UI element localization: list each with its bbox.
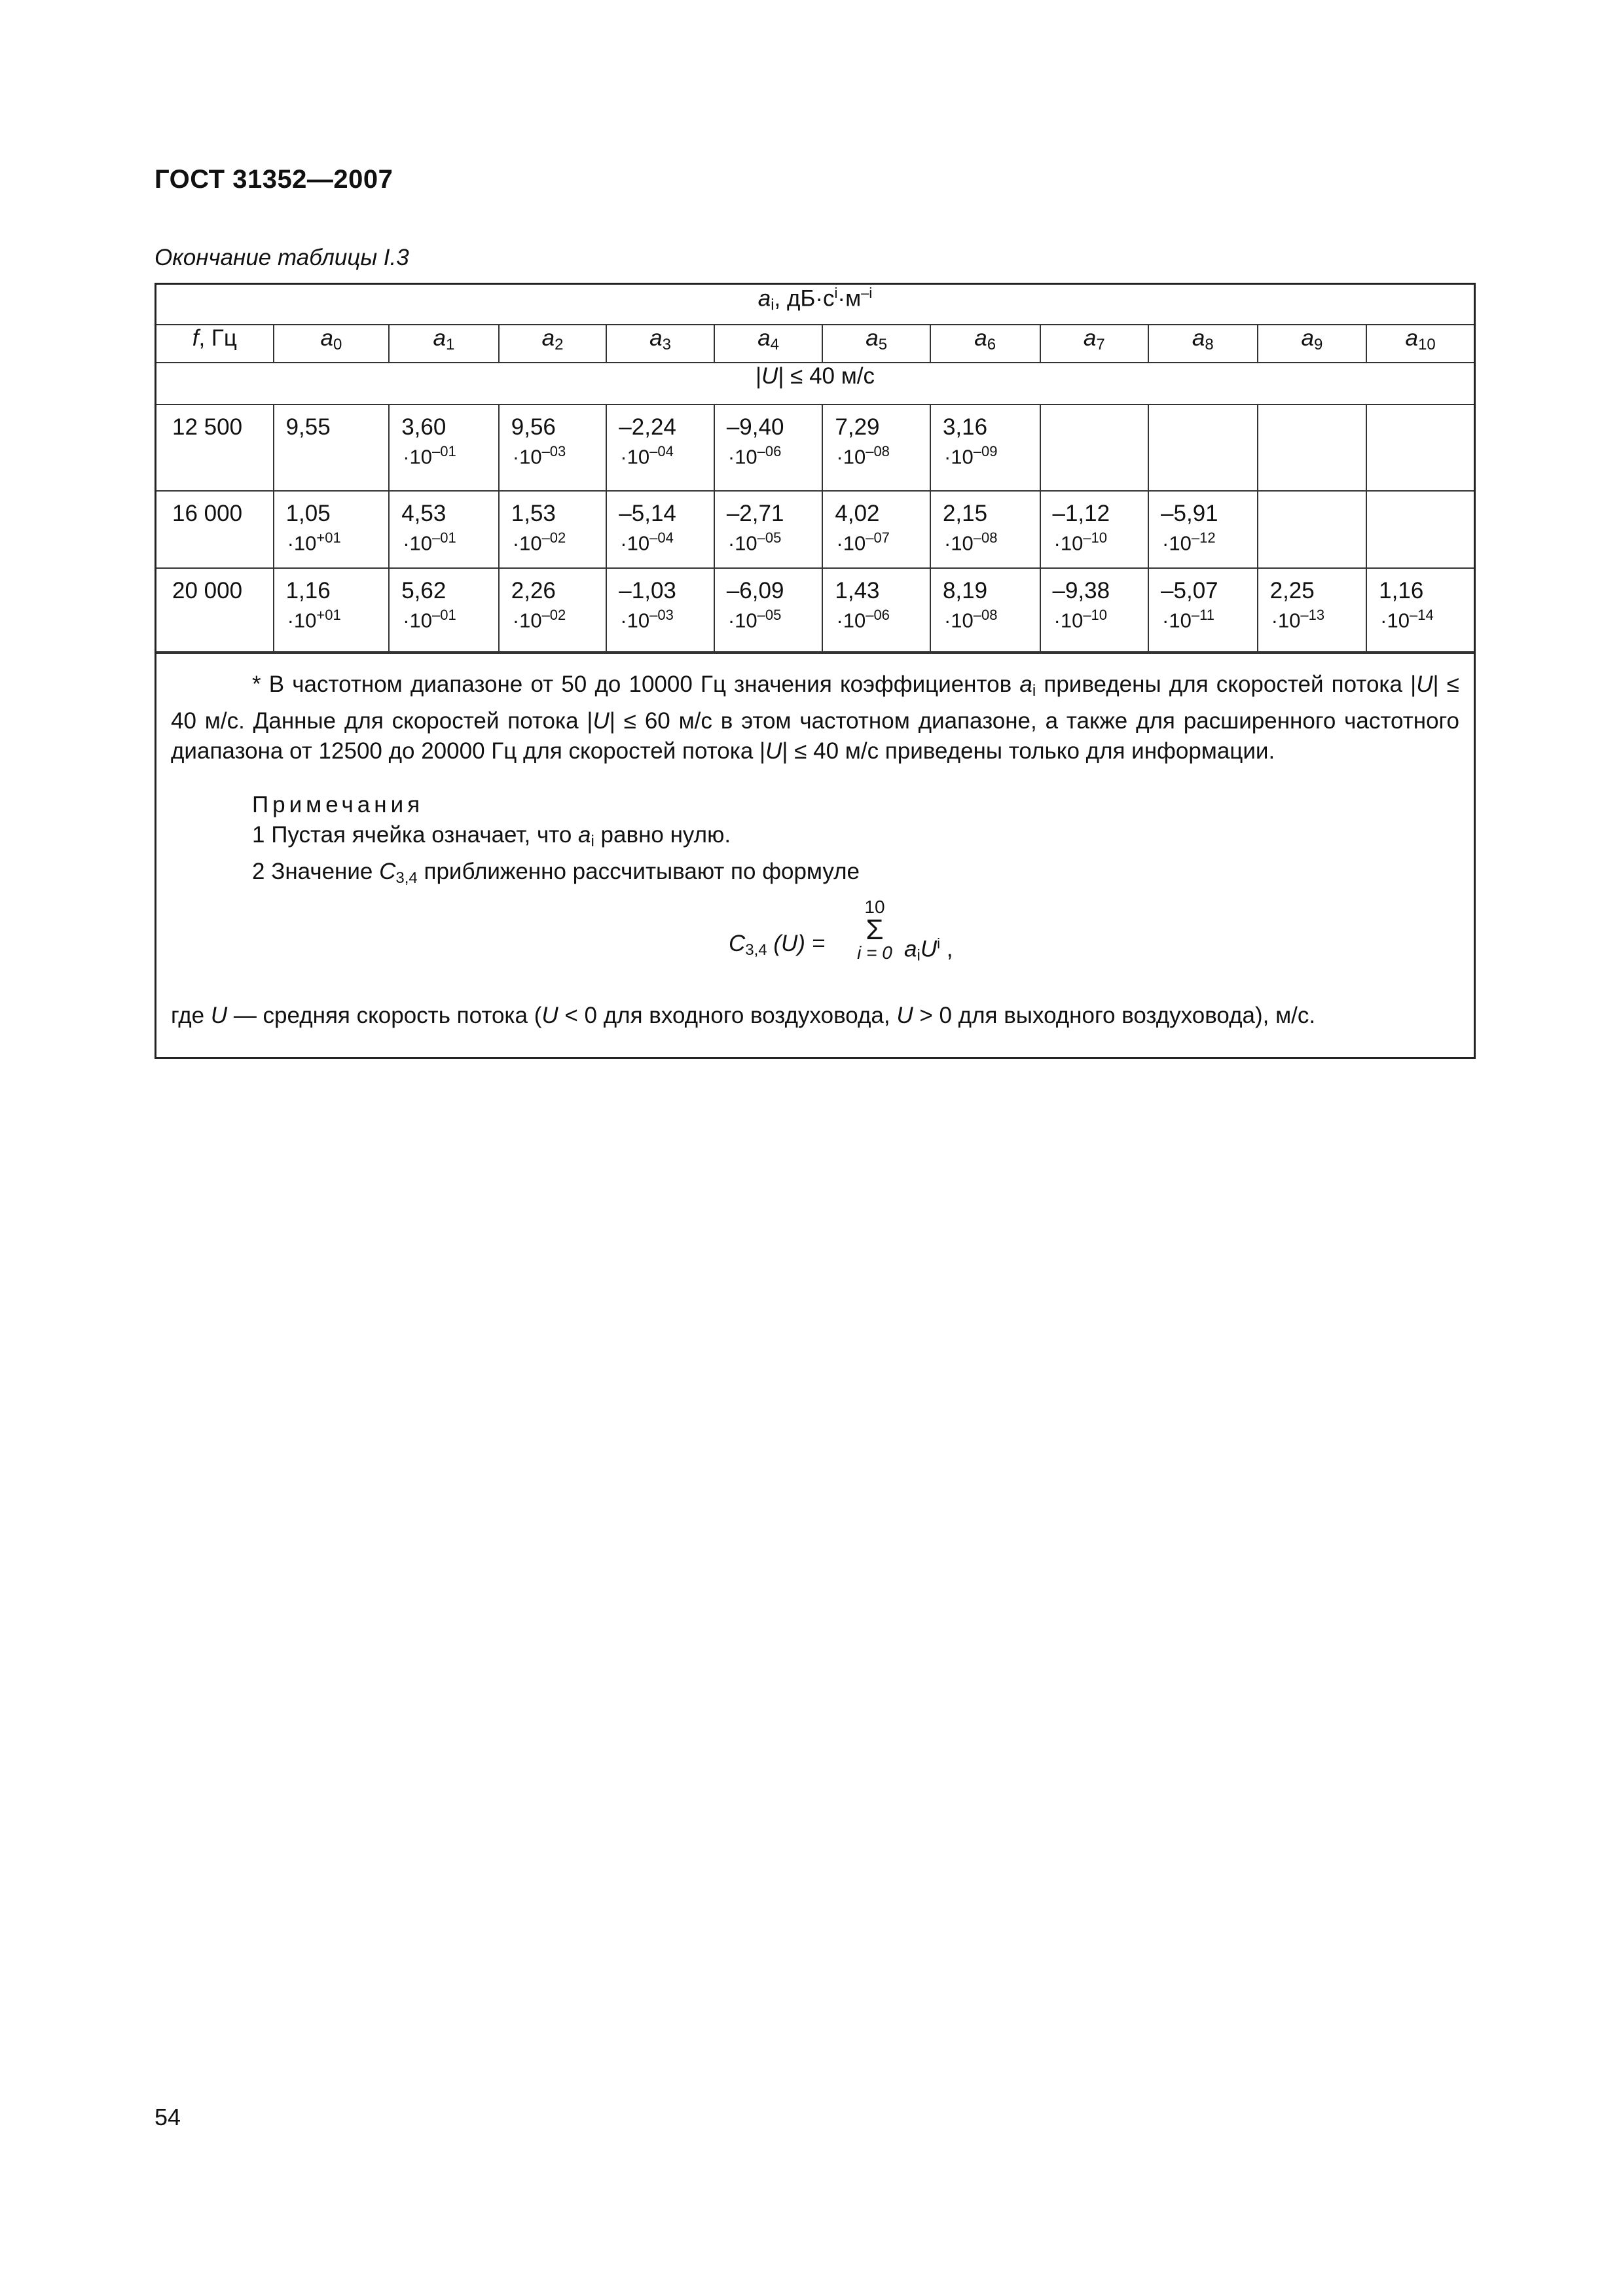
- coef-mantissa: 8,19: [942, 578, 988, 603]
- col-header-a10: $a_{10}$: [1366, 325, 1474, 363]
- col-header-a4: $a_4$: [714, 325, 823, 363]
- document-header: ГОСТ 31352—2007: [155, 165, 393, 194]
- coef-exponent: $\cdot 10^{-14}$: [1380, 607, 1434, 632]
- table-row: [156, 491, 1474, 568]
- col-header-a7: $a_7$: [1040, 325, 1149, 363]
- coef-mantissa: 9,56: [511, 414, 556, 440]
- coef-mantissa: –6,09: [726, 578, 784, 603]
- coef-cell-a0: [274, 568, 390, 652]
- col-header-a2: $a_2$: [499, 325, 607, 363]
- coef-mantissa: –9,40: [726, 414, 784, 440]
- coef-cell-a3: [606, 568, 714, 652]
- coef-exponent: $\cdot 10^{-04}$: [620, 529, 674, 555]
- coef-cell-a8: [1148, 491, 1258, 568]
- page-number: 54: [155, 2104, 181, 2130]
- coef-cell-a10: [1366, 404, 1474, 491]
- coef-mantissa: 1,16: [1379, 578, 1424, 603]
- coef-cell-a1: [389, 568, 499, 652]
- coef-mantissa: 7,29: [835, 414, 880, 440]
- notes-title: Примечания: [252, 792, 424, 817]
- coef-exponent: $\cdot 10^{-03}$: [512, 443, 566, 469]
- formula-lhs: $C_{3,4}$ (U) =: [729, 931, 826, 959]
- freq-cell: 20 000: [156, 568, 274, 652]
- coef-mantissa: –5,14: [619, 501, 676, 526]
- coef-exponent: $\cdot 10^{-11}$: [1162, 607, 1214, 632]
- coef-cell-a9: [1258, 404, 1367, 491]
- coef-exponent: $\cdot 10^{-10}$: [1053, 529, 1108, 555]
- coef-cell-a5: [822, 404, 930, 491]
- coef-cell-a1: [389, 491, 499, 568]
- coef-exponent: $\cdot 10^{-12}$: [1162, 529, 1216, 555]
- freq-cell: 16 000: [156, 491, 274, 568]
- coef-mantissa: 1,16: [285, 578, 331, 603]
- coef-cell-a8: [1148, 404, 1258, 491]
- coef-exponent: $\cdot 10^{-08}$: [836, 443, 890, 469]
- coef-cell-a9: [1258, 491, 1367, 568]
- col-header-a8: $a_8$: [1148, 325, 1258, 363]
- formula: [171, 897, 1459, 996]
- coefficient-table: [156, 285, 1474, 653]
- coef-cell-a2: [499, 491, 607, 568]
- coef-exponent: $\cdot 10^{-08}$: [943, 529, 998, 555]
- coef-cell-a5: [822, 491, 930, 568]
- coef-exponent: $\cdot 10^{-01}$: [403, 443, 456, 469]
- coef-exponent: $\cdot 10^{-07}$: [836, 529, 890, 555]
- coef-mantissa: –2,71: [726, 501, 784, 526]
- coef-mantissa: –9,38: [1052, 578, 1110, 603]
- velocity-condition: |U| ≤ 40 м/с: [156, 363, 1474, 404]
- coef-cell-a1: [389, 404, 499, 491]
- col-header-a3: $a_3$: [606, 325, 714, 363]
- coef-mantissa: 9,55: [285, 414, 331, 440]
- coef-exponent: $\cdot 10^{-13}$: [1271, 607, 1325, 632]
- column-header-row: [156, 325, 1474, 363]
- coef-cell-a2: [499, 568, 607, 652]
- coef-exponent: $\cdot 10^{-05}$: [727, 607, 782, 632]
- coef-cell-a8: [1148, 568, 1258, 652]
- coef-exponent: $\cdot 10^{-05}$: [727, 529, 782, 555]
- col-header-a6: $a_6$: [930, 325, 1040, 363]
- coef-mantissa: 5,62: [401, 578, 447, 603]
- coef-mantissa: –5,91: [1161, 501, 1218, 526]
- coef-exponent: $\cdot 10^{-03}$: [620, 607, 674, 632]
- col-header-freq: f, Гц: [156, 325, 274, 363]
- freq-cell: 12 500: [156, 404, 274, 491]
- coef-mantissa: 3,16: [942, 414, 988, 440]
- coef-exponent: $\cdot 10^{-09}$: [943, 443, 998, 469]
- notes-block: [156, 653, 1474, 1057]
- coef-cell-a0: [274, 491, 390, 568]
- table-caption: Окончание таблицы I.3: [155, 245, 409, 270]
- coef-mantissa: –2,24: [619, 414, 676, 440]
- coef-cell-a0: [274, 404, 390, 491]
- coef-mantissa: 2,15: [942, 501, 988, 526]
- coef-cell-a7: [1040, 491, 1149, 568]
- coef-mantissa: –1,12: [1052, 501, 1110, 526]
- coef-mantissa: 4,53: [401, 501, 447, 526]
- coef-exponent: $\cdot 10^{-06}$: [836, 607, 890, 632]
- coef-mantissa: 2,25: [1269, 578, 1315, 603]
- coef-cell-a7: [1040, 404, 1149, 491]
- coef-mantissa: 1,53: [511, 501, 556, 526]
- coef-mantissa: –5,07: [1161, 578, 1218, 603]
- coef-mantissa: –1,03: [619, 578, 676, 603]
- coef-cell-a2: [499, 404, 607, 491]
- coef-cell-a6: [930, 404, 1040, 491]
- table-frame: [155, 283, 1476, 1059]
- coef-exponent: $\cdot 10^{+01}$: [287, 607, 341, 632]
- col-header-a9: $a_9$: [1258, 325, 1367, 363]
- formula-rhs: $a_iU^i$ ,: [904, 935, 953, 965]
- coef-exponent: $\cdot 10^{-06}$: [727, 443, 782, 469]
- units-header: $a_i$, $дБ\cdot с^i\cdot м^{-i}$: [156, 285, 1474, 325]
- coef-mantissa: 3,60: [401, 414, 447, 440]
- coef-exponent: $\cdot 10^{-10}$: [1053, 607, 1108, 632]
- col-header-a1: $a_1$: [389, 325, 499, 363]
- coef-exponent: $\cdot 10^{-01}$: [403, 607, 456, 632]
- coef-cell-a10: [1366, 491, 1474, 568]
- col-header-a0: $a_0$: [274, 325, 390, 363]
- where-clause: где U — средняя скорость потока (U < 0 для входного воздуховода, U > 0 для выходного воздуховода), м/с.: [171, 1003, 1316, 1028]
- footnote-text: * В частотном диапазоне от 50 до 10000 Гц значения коэффициентов $a_i$ приведены для скоростей потока |U| ≤ 40 м/с. Данные для скоростей потока |U| ≤ 60 м/с в этом частотном диапазоне, а также для расширенного частотного диапазона от 12500 до 20000 Гц для скоростей потока |U| ≤ 40 м/с приведены только для информации.: [171, 672, 1460, 764]
- coef-cell-a6: [930, 568, 1040, 652]
- note-item-2: 2 Значение $C_{3,4}$ приближенно рассчитывают по формуле: [252, 859, 860, 887]
- coef-cell-a5: [822, 568, 930, 652]
- coef-cell-a4: [714, 568, 823, 652]
- coef-cell-a7: [1040, 568, 1149, 652]
- coef-exponent: $\cdot 10^{-02}$: [512, 529, 566, 555]
- coef-mantissa: 1,05: [285, 501, 331, 526]
- coef-cell-a3: [606, 404, 714, 491]
- table-row: [156, 404, 1474, 491]
- coef-cell-a6: [930, 491, 1040, 568]
- coef-exponent: $\cdot 10^{-01}$: [403, 529, 456, 555]
- coef-exponent: $\cdot 10^{-04}$: [620, 443, 674, 469]
- coef-exponent: $\cdot 10^{-08}$: [943, 607, 998, 632]
- table-row: [156, 568, 1474, 652]
- coef-cell-a4: [714, 491, 823, 568]
- note-item-1: 1 Пустая ячейка означает, что $a_i$ равно нулю.: [252, 822, 731, 850]
- coef-cell-a3: [606, 491, 714, 568]
- sum-operator: 10 Σ i = 0: [857, 897, 892, 963]
- coef-cell-a9: [1258, 568, 1367, 652]
- coef-cell-a10: [1366, 568, 1474, 652]
- coef-mantissa: 4,02: [835, 501, 880, 526]
- col-header-a5: $a_5$: [822, 325, 930, 363]
- coef-cell-a4: [714, 404, 823, 491]
- coef-mantissa: 1,43: [835, 578, 880, 603]
- coef-exponent: $\cdot 10^{+01}$: [287, 529, 341, 555]
- coef-mantissa: 2,26: [511, 578, 556, 603]
- coef-exponent: $\cdot 10^{-02}$: [512, 607, 566, 632]
